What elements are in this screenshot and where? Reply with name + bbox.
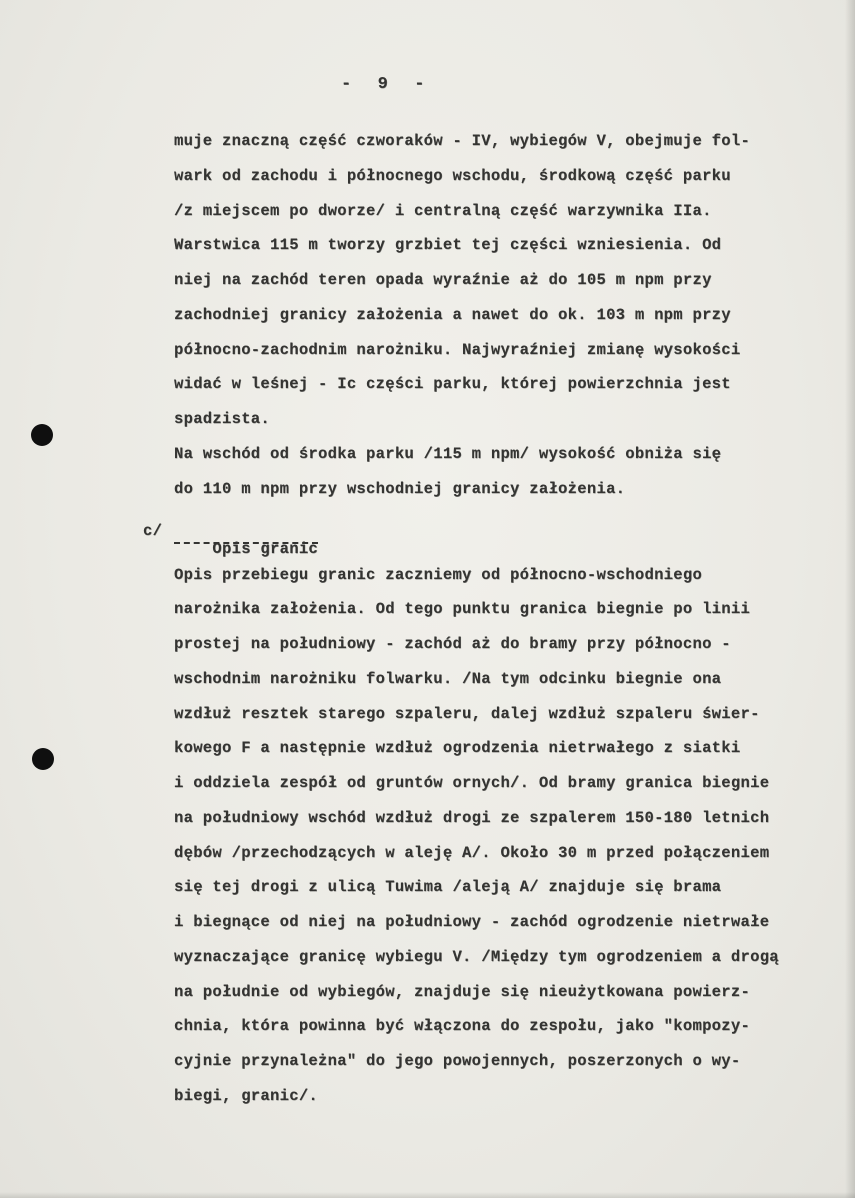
text-line: na południowy wschód wzdłuż drogi ze szpalerem 150-180 letnich (174, 809, 770, 827)
text-line: Opis przebiegu granic zaczniemy od północno-wschodniego (174, 566, 703, 584)
text-line: wyznaczające granicę wybiegu V. /Między tym ogrodzeniem a drogą (174, 948, 779, 966)
text-line: wzdłuż resztek starego szpaleru, dalej wzdłuż szpaleru świer- (174, 705, 760, 723)
punch-hole-icon (32, 748, 54, 770)
text-line: narożnika założenia. Od tego punktu granica biegnie po linii (174, 600, 751, 618)
page-number: - 9 - (341, 75, 427, 94)
text-line: Warstwica 115 m tworzy grzbiet tej części wzniesienia. Od (174, 236, 722, 254)
text-line: chnia, która powinna być włączona do zespołu, jako "kompozy- (174, 1017, 751, 1035)
page-bottom-shadow (0, 1192, 855, 1198)
text-line: dębów /przechodzących w aleję A/. Około 30 m przed połączeniem (174, 844, 770, 862)
text-line: do 110 m npm przy wschodniej granicy założenia. (174, 480, 626, 498)
text-line: Na wschód od środka parku /115 m npm/ wysokość obniża się (174, 445, 722, 463)
text-line: się tej drogi z ulicą Tuwima /aleją A/ znajduje się brama (174, 878, 722, 896)
text-line: na południe od wybiegów, znajduje się nieużytkowana powierz- (174, 983, 751, 1001)
text-line: spadzista. (174, 410, 271, 428)
text-line: kowego F a następnie wzdłuż ogrodzenia nietrwałego z siatki (174, 739, 741, 757)
text-line: wark od zachodu i północnego wschodu, środkową część parku (174, 167, 731, 185)
text-line: zachodniej granicy założenia a nawet do ok. 103 m npm przy (174, 306, 731, 324)
section-title-underline (174, 542, 318, 544)
text-line: /z miejscem po dworze/ i centralną część warzywnika IIa. (174, 202, 712, 220)
section-marker: c/ (143, 522, 163, 540)
section-title-text: Opis granic (212, 540, 319, 558)
text-line: widać w leśnej - Ic części parku, której powierzchnia jest (174, 375, 731, 393)
text-line: północno-zachodnim narożniku. Najwyraźniej zmianę wysokości (174, 341, 741, 359)
text-line: i biegnące od niej na południowy - zachód ogrodzenie nietrwałe (174, 913, 770, 931)
text-line: wschodnim narożniku folwarku. /Na tym odcinku biegnie ona (174, 670, 722, 688)
page-edge-shadow (845, 0, 855, 1198)
punch-hole-icon (31, 424, 53, 446)
text-line: cyjnie przynależna" do jego powojennych, poszerzonych o wy- (174, 1052, 741, 1070)
text-line: i oddziela zespół od gruntów ornych/. Od bramy granica biegnie (174, 774, 770, 792)
text-line: biegi, granic/. (174, 1087, 319, 1105)
text-line: niej na zachód teren opada wyraźnie aż do 105 m npm przy (174, 271, 712, 289)
text-line: prostej na południowy - zachód aż do bramy przy północno - (174, 635, 731, 653)
text-line: muje znaczną część czworaków - IV, wybiegów V, obejmuje fol- (174, 132, 751, 150)
